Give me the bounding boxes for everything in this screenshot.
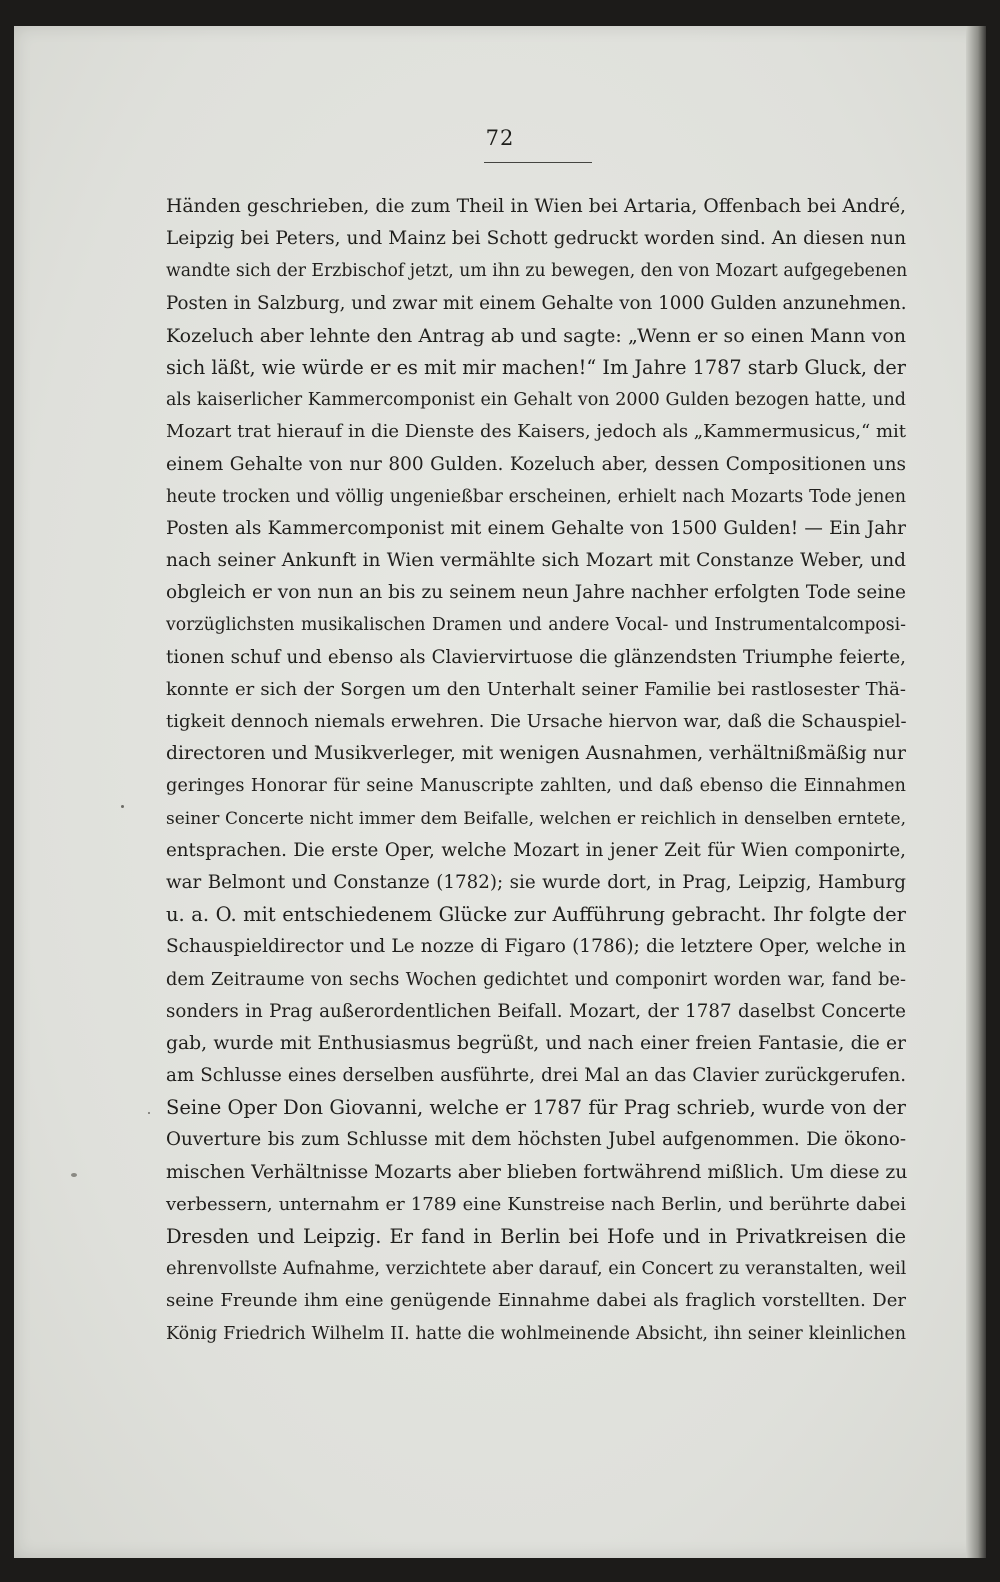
text-line: Posten in Salzburg, und zwar mit einem Gehalte von 1000 Gulden anzunehmen. [166, 292, 907, 314]
text-line: nach seiner Ankunft in Wien vermählte sich Mozart mit Constanze Weber, und [166, 550, 906, 572]
text-line: tionen schuf und ebenso als Claviervirtuose die glänzendsten Triumphe feierte, [166, 646, 906, 668]
text-line: gab, wurde mit Enthusiasmus begrüßt, und nach einer freien Fantasie, die er [166, 1032, 906, 1054]
text-line: seiner Concerte nicht immer dem Beifalle, welchen er reichlich in denselben erntete, [166, 808, 906, 829]
text-line: Posten als Kammercomponist mit einem Gehalte von 1500 Gulden! — Ein Jahr [166, 517, 906, 539]
paper-speck [121, 805, 124, 808]
text-line: geringes Honorar für seine Manuscripte zahlten, und daß ebenso die Einnahmen [166, 776, 906, 797]
body-text [166, 191, 906, 1350]
page-edge-shadow [966, 26, 986, 1558]
text-line: vorzüglichsten musikalischen Dramen und andere Vocal- und Instrumentalcomposi- [166, 615, 906, 636]
text-line: ehrenvollste Aufnahme, verzichtete aber darauf, ein Concert zu veranstalten, weil [166, 1259, 907, 1280]
text-line: Ouverture bis zum Schlusse mit dem höchsten Jubel aufgenommen. Die ökono- [166, 1129, 906, 1151]
paper-speck [148, 1112, 150, 1114]
text-line: Dresden und Leipzig. Er fand in Berlin bei Hofe und in Privatkreisen die [166, 1225, 906, 1248]
text-line: sonders in Prag außerordentlichen Beifall. Mozart, der 1787 daselbst Concerte [166, 1000, 906, 1022]
text-line: verbessern, unternahm er 1789 eine Kunstreise nach Berlin, und berührte dabei [166, 1193, 906, 1215]
text-line: dem Zeitraume von sechs Wochen gedichtet und componirt worden war, fand be- [166, 969, 906, 990]
text-line: directoren und Musikverleger, mit wenigen Ausnahmen, verhältnißmäßig nur [166, 743, 906, 765]
text-line: Kozeluch aber lehnte den Antrag ab und sagte: „Wenn er so einen Mann von [166, 324, 906, 347]
text-line: obgleich er von nun an bis zu seinem neun Jahre nachher erfolgten Tode seine [166, 582, 906, 604]
text-line: Leipzig bei Peters, und Mainz bei Schott gedruckt worden sind. An diesen nun [166, 228, 906, 250]
text-line: Mozart trat hierauf in die Dienste des Kaisers, jedoch als „Kammermusicus,“ mit [166, 421, 906, 443]
text-line: u. a. O. mit entschiedenem Glücke zur Aufführung gebracht. Ihr folgte der [166, 903, 906, 927]
text-line: entsprachen. Die erste Oper, welche Mozart in jener Zeit für Wien componirte, [166, 839, 906, 861]
text-line: war Belmont und Constanze (1782); sie wurde dort, in Prag, Leipzig, Hamburg [166, 871, 906, 893]
text-line: mischen Verhältnisse Mozarts aber blieben fortwährend mißlich. Um diese zu [166, 1161, 908, 1183]
text-line: einem Gehalte von nur 800 Gulden. Kozeluch aber, dessen Compositionen uns [166, 453, 906, 475]
text-line: heute trocken und völlig ungenießbar erscheinen, erhielt nach Mozarts Tode jenen [166, 486, 906, 507]
text-line: Schauspieldirector und Le nozze di Figaro (1786); die letztere Oper, welche in [166, 936, 906, 958]
text-line: wandte sich der Erzbischof jetzt, um ihn zu bewegen, den von Mozart aufgegebenen [166, 261, 908, 282]
text-line: Händen geschrieben, die zum Theil in Wien bei Artaria, Offenbach bei André, [166, 196, 906, 217]
page-number: 72 [485, 126, 515, 150]
paper-speck [71, 1173, 77, 1177]
text-line: Seine Oper Don Giovanni, welche er 1787 für Prag schrieb, wurde von der [166, 1096, 906, 1120]
text-line: als kaiserlicher Kammercomponist ein Gehalt von 2000 Gulden bezogen hatte, und [166, 390, 906, 411]
text-line: König Friedrich Wilhelm II. hatte die wohlmeinende Absicht, ihn seiner kleinlichen [166, 1323, 906, 1344]
text-line: sich läßt, wie würde er es mit mir machen!“ Im Jahre 1787 starb Gluck, der [166, 355, 907, 379]
text-line: am Schlusse eines derselben ausführte, drei Mal an das Clavier zurückgerufen. [166, 1065, 906, 1087]
text-line: seine Freunde ihm eine genügende Einnahme dabei als fraglich vorstellten. Der [166, 1290, 906, 1312]
text-line: tigkeit dennoch niemals erwehren. Die Ursache hiervon war, daß die Schauspiel- [166, 711, 907, 732]
header-rule [484, 162, 592, 163]
text-line: konnte er sich der Sorgen um den Unterhalt seiner Familie bei rastlosester Thä- [166, 678, 906, 700]
